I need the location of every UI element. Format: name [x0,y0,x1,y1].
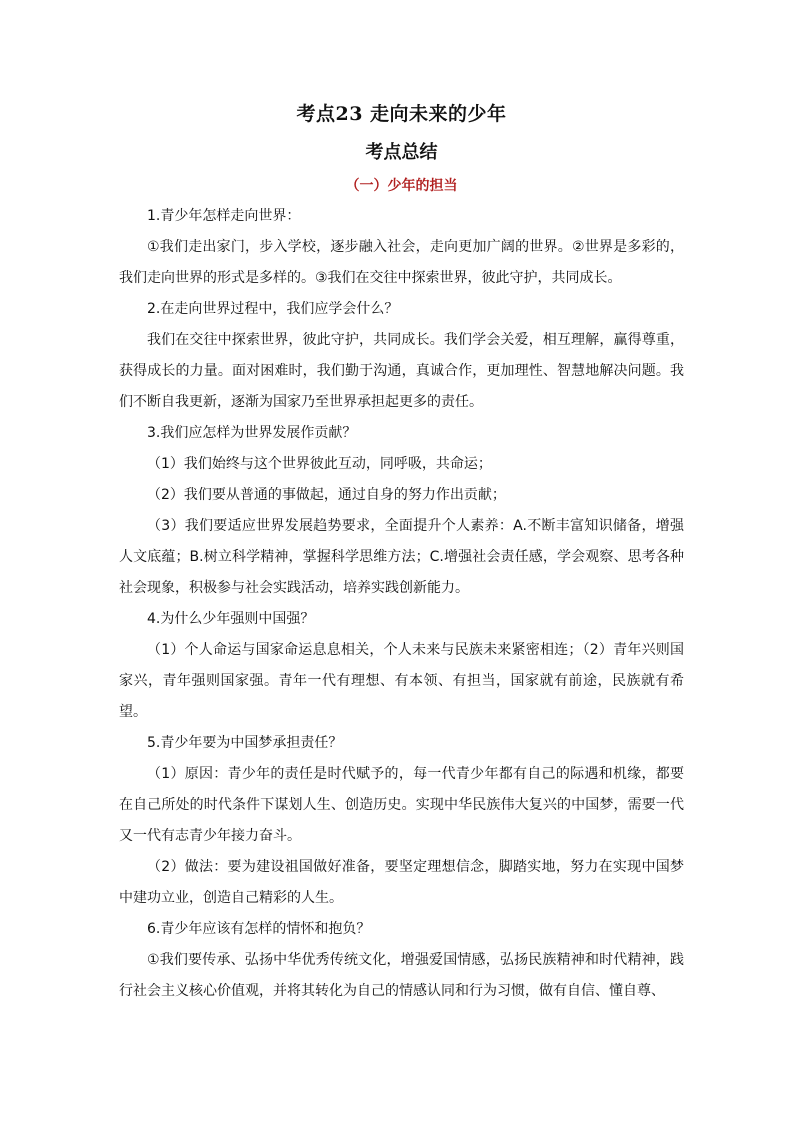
question-3: 3.我们应怎样为世界发展作贡献？ [147,425,357,441]
question-1: 1.青少年怎样走向世界： [147,208,301,224]
answer-paragraph: ①我们要传承、弘扬中华优秀传统文化，增强爱国情感，弘扬民族精神和时代精神，践行社会主义核心价值观，并将其转化为自己的情感认同和行为习惯，做有自信、懂自尊、 [119,952,684,999]
answer-paragraph: （1）个人命运与国家命运息息相关，个人未来与民族未来紧密相连；（2）青年兴则国家兴，青年强则国家强。青年一代有理想、有本领、有担当，国家就有前途，民族就有希望。 [119,642,684,720]
answer-paragraph: （1）我们始终与这个世界彼此互动，同呼吸，共命运； [147,456,492,472]
answer-paragraph: 我们在交往中探索世界，彼此守护，共同成长。我们学会关爱，相互理解，赢得尊重，获得成长的力量。面对困难时，我们勤于沟通，真诚合作，更加理性、智慧地解决问题。我们不断自我更新，逐渐为国家乃至世界承担起更多的责任。 [119,332,684,410]
question-6: 6.青少年应该有怎样的情怀和抱负？ [147,921,371,937]
answer-paragraph: ①我们走出家门，步入学校，逐步融入社会，走向更加广阔的世界。②世界是多彩的，我们走向世界的形式是多样的。③我们在交往中探索世界，彼此守护，共同成长。 [119,239,684,286]
answer-paragraph: （3）我们要适应世界发展趋势要求，全面提升个人素养：A.不断丰富知识储备，增强人文底蕴；B.树立科学精神，掌握科学思维方法；C.增强社会责任感，学会观察、思考各种社会现象，积极参与社会实践活动，培养实践创新能力。 [119,518,684,596]
question-5: 5.青少年要为中国梦承担责任？ [147,735,343,751]
page-subtitle: 考点总结 [365,142,438,163]
answer-paragraph: （1）原因：青少年的责任是时代赋予的，每一代青少年都有自己的际遇和机缘，都要在自己所处的时代条件下谋划人生、创造历史。实现中华民族伟大复兴的中国梦，需要一代又一代有志青少年接力奋斗。 [119,766,684,844]
page-title: 考点23 走向未来的少年 [296,103,507,125]
section-heading: （一）少年的担当 [345,178,458,194]
answer-paragraph: （2）做法：要为建设祖国做好准备，要坚定理想信念，脚踏实地，努力在实现中国梦中建功立业，创造自己精彩的人生。 [119,859,684,906]
question-4: 4.为什么少年强则中国强？ [147,611,315,627]
question-2: 2.在走向世界过程中，我们应学会什么？ [147,301,399,317]
document-content [119,100,684,1007]
answer-paragraph: （2）我们要从普通的事做起，通过自身的努力作出贡献； [147,487,506,503]
